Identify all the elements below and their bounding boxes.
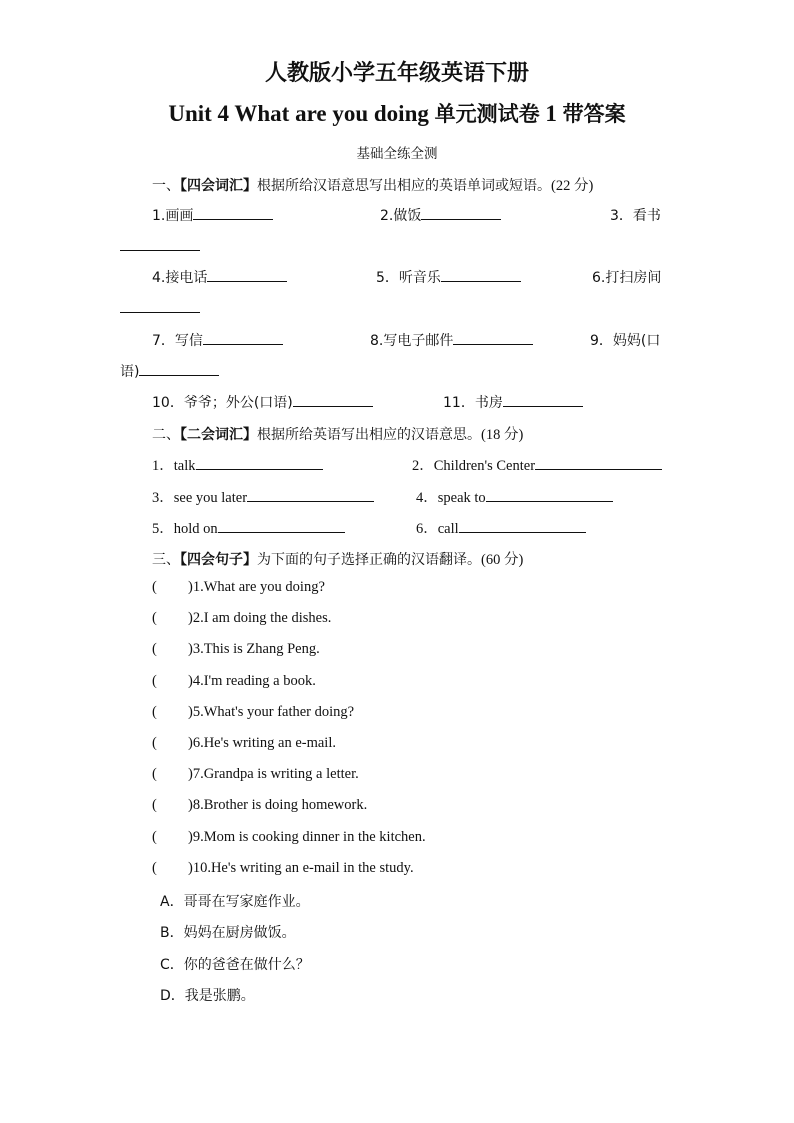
answer-blank[interactable] xyxy=(421,205,501,220)
s1-item-2-text: 2.做饭 xyxy=(380,208,422,224)
s3-option-d: D．我是张鹏。 xyxy=(160,988,255,1004)
answer-blank[interactable] xyxy=(293,392,373,407)
s3-option-a: A．哥哥在写家庭作业。 xyxy=(160,894,310,910)
answer-paren[interactable]: ( xyxy=(152,860,157,876)
section2-tag: 【二会词汇】 xyxy=(180,427,257,443)
section1-number: 一、 xyxy=(152,178,180,194)
s2-item-6 xyxy=(416,517,586,538)
section1-points: (22 分) xyxy=(551,178,594,194)
answer-blank[interactable] xyxy=(459,518,586,533)
section3-points: (60 分) xyxy=(481,552,524,568)
s2-item-3 xyxy=(152,486,374,507)
s3-sentence: )5.What's your father doing? xyxy=(188,704,355,720)
s1-item-4-text: 4.接电话 xyxy=(152,270,208,286)
section3-number: 三、 xyxy=(152,552,180,568)
s2-item-6-text: 6．call xyxy=(416,521,459,537)
answer-blank[interactable] xyxy=(120,236,200,251)
section2-points: (18 分) xyxy=(481,427,524,443)
answer-blank[interactable] xyxy=(207,267,287,282)
s3-question-5 xyxy=(152,704,355,721)
answer-blank[interactable] xyxy=(535,455,662,470)
s3-sentence: )3.This is Zhang Peng. xyxy=(188,641,320,657)
s3-question-9 xyxy=(152,829,426,846)
s3-question-1 xyxy=(152,579,325,596)
answer-paren[interactable]: ( xyxy=(152,641,157,657)
s1-item-9-cont xyxy=(120,361,219,381)
s2-item-4-text: 4．speak to xyxy=(416,490,486,506)
s2-item-1 xyxy=(152,454,323,475)
s1-item-3-blank-row xyxy=(120,236,200,255)
answer-blank[interactable] xyxy=(139,361,219,376)
s1-item-2 xyxy=(380,205,501,225)
answer-blank[interactable] xyxy=(218,518,345,533)
s2-item-2-text: 2．Children's Center xyxy=(412,458,536,474)
answer-blank[interactable] xyxy=(441,267,521,282)
answer-blank[interactable] xyxy=(503,392,583,407)
s3-question-8 xyxy=(152,797,368,814)
s1-item-11 xyxy=(443,392,583,412)
s3-sentence: )4.I'm reading a book. xyxy=(188,673,316,689)
answer-paren[interactable]: ( xyxy=(152,735,157,751)
answer-paren[interactable]: ( xyxy=(152,829,157,845)
s3-question-6 xyxy=(152,735,336,752)
s1-item-9: 9．妈妈(口 xyxy=(590,333,661,349)
s1-item-11-text: 11．书房 xyxy=(443,395,503,411)
s3-option-c: C．你的爸爸在做什么？ xyxy=(160,957,310,973)
answer-blank[interactable] xyxy=(120,298,200,313)
section3-heading xyxy=(152,548,523,569)
subtitle-unit: Unit 4 What are you doing xyxy=(168,101,429,126)
answer-blank[interactable] xyxy=(203,330,283,345)
section1-heading xyxy=(152,174,593,195)
s2-item-5 xyxy=(152,517,345,538)
subtitle-test: 单元测试卷 xyxy=(434,102,540,126)
subtitle-number: 1 xyxy=(545,101,557,126)
s1-item-3: 3．看书 xyxy=(610,208,661,224)
s1-item-5 xyxy=(376,267,521,287)
s3-option-b: B．妈妈在厨房做饭。 xyxy=(160,925,296,941)
answer-paren[interactable]: ( xyxy=(152,704,157,720)
s3-sentence: )7.Grandpa is writing a letter. xyxy=(188,766,359,782)
s1-item-9-cont-text: 语) xyxy=(120,364,140,380)
answer-paren[interactable]: ( xyxy=(152,610,157,626)
answer-blank[interactable] xyxy=(453,330,533,345)
s3-sentence: )9.Mom is cooking dinner in the kitchen. xyxy=(188,829,426,845)
answer-blank[interactable] xyxy=(486,487,613,502)
s2-item-3-text: 3．see you later xyxy=(152,490,248,506)
s1-item-8 xyxy=(370,330,533,350)
s3-sentence: )2.I am doing the dishes. xyxy=(188,610,332,626)
subtitle-answers: 带答案 xyxy=(562,102,626,126)
answer-paren[interactable]: ( xyxy=(152,797,157,813)
answer-paren[interactable]: ( xyxy=(152,579,157,595)
s3-question-3 xyxy=(152,641,320,658)
s1-item-6-blank-row xyxy=(120,298,200,317)
answer-blank[interactable] xyxy=(196,455,323,470)
s3-sentence: )1.What are you doing? xyxy=(188,579,325,595)
s1-item-10-text: 10．爷爷；外公(口语) xyxy=(152,395,293,411)
page-subtitle xyxy=(0,98,794,128)
s3-question-7 xyxy=(152,766,359,783)
section2-number: 二、 xyxy=(152,427,180,443)
s1-item-1 xyxy=(152,205,273,225)
tagline: 基础全练全测 xyxy=(356,146,438,162)
s3-question-10 xyxy=(152,860,414,877)
s1-item-8-text: 8.写电子邮件 xyxy=(370,333,454,349)
s1-item-4 xyxy=(152,267,287,287)
s3-question-2 xyxy=(152,610,332,627)
s1-item-7-text: 7．写信 xyxy=(152,333,203,349)
section1-instruction: 根据所给汉语意思写出相应的英语单词或短语。 xyxy=(257,178,551,194)
s1-item-7 xyxy=(152,330,283,350)
s1-item-1-text: 1.画画 xyxy=(152,208,194,224)
s3-question-4 xyxy=(152,673,316,690)
s3-sentence: )6.He's writing an e-mail. xyxy=(188,735,336,751)
section3-instruction: 为下面的句子选择正确的汉语翻译。 xyxy=(257,552,481,568)
s1-item-10 xyxy=(152,392,373,412)
s2-item-4 xyxy=(416,486,613,507)
s2-item-5-text: 5．hold on xyxy=(152,521,218,537)
s3-sentence: )10.He's writing an e-mail in the study. xyxy=(188,860,414,876)
answer-paren[interactable]: ( xyxy=(152,766,157,782)
s1-item-5-text: 5．听音乐 xyxy=(376,270,441,286)
s3-sentence: )8.Brother is doing homework. xyxy=(188,797,368,813)
s2-item-2 xyxy=(412,454,662,475)
s1-item-6: 6.打扫房间 xyxy=(592,270,662,286)
answer-blank[interactable] xyxy=(247,487,374,502)
page-title: 人教版小学五年级英语下册 xyxy=(264,61,529,86)
s2-item-1-text: 1．talk xyxy=(152,458,196,474)
section2-heading xyxy=(152,423,523,444)
section2-instruction: 根据所给英语写出相应的汉语意思。 xyxy=(257,427,481,443)
answer-paren[interactable]: ( xyxy=(152,673,157,689)
answer-blank[interactable] xyxy=(193,205,273,220)
section3-tag: 【四会句子】 xyxy=(180,552,257,568)
section1-tag: 【四会词汇】 xyxy=(180,178,257,194)
